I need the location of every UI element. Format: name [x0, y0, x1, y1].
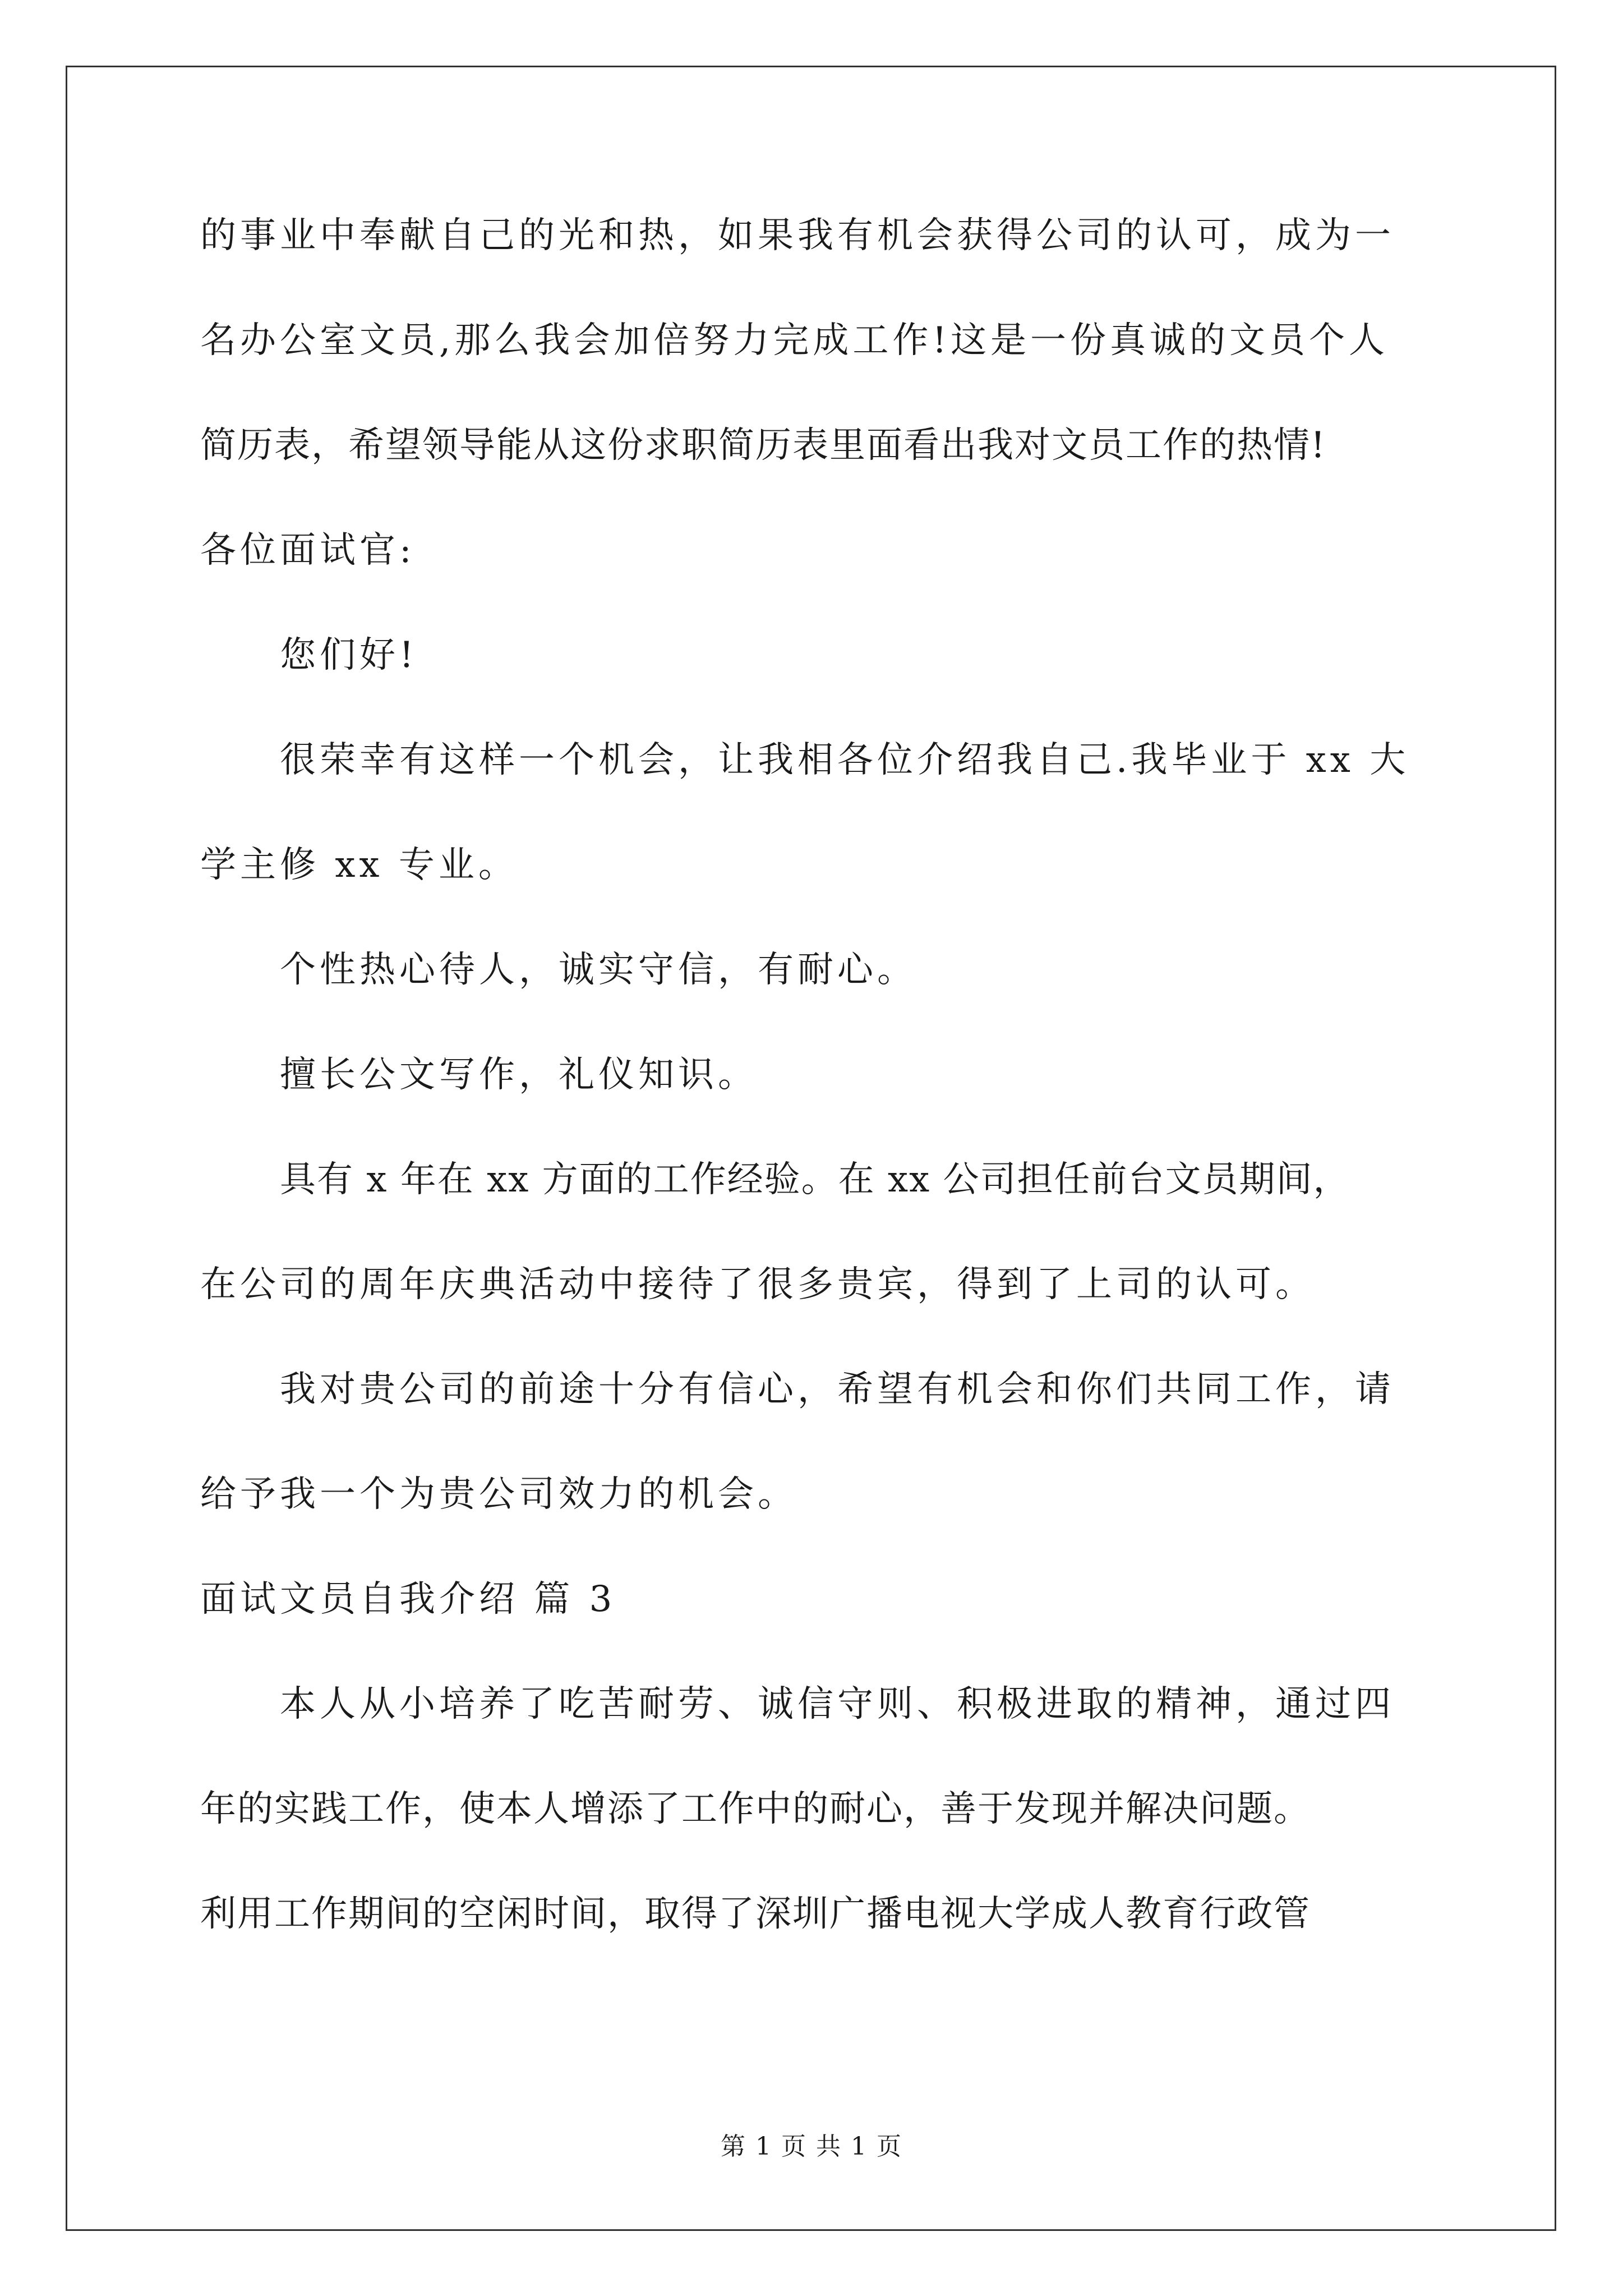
page-footer: 第 1 页 共 1 页 — [721, 2132, 902, 2161]
text-line: 简历表，希望领导能从这份求职简历表里面看出我对文员工作的热情! — [200, 425, 1326, 466]
text-line: 各位面试官: — [200, 530, 416, 571]
text-line: 具有 x 年在 xx 方面的工作经验。在 xx 公司担任前台文员期间， — [280, 1159, 1350, 1200]
text-line: 在公司的周年庆典活动中接待了很多贵宾，得到了上司的认可。 — [200, 1264, 1315, 1305]
text-line: 的事业中奉献自己的光和热，如果我有机会获得公司的认可，成为一 — [200, 215, 1395, 256]
text-line: 本人从小培养了吃苦耐劳、诚信守则、积极进取的精神，通过四 — [280, 1683, 1395, 1725]
text-line: 利用工作期间的空闲时间，取得了深圳广播电视大学成人教育行政管 — [200, 1893, 1311, 1935]
text-line: 很荣幸有这样一个机会，让我相各位介绍我自己.我毕业于 xx 大 — [280, 739, 1410, 781]
text-line: 年的实践工作，使本人增添了工作中的耐心，善于发现并解决问题。 — [200, 1788, 1311, 1830]
text-line: 名办公室文员,那么我会加倍努力完成工作!这是一份真诚的文员个人 — [200, 320, 1389, 361]
text-line: 个性热心待人，诚实守信，有耐心。 — [280, 949, 917, 991]
text-line: 您们好! — [280, 634, 418, 676]
text-line: 我对贵公司的前途十分有信心，希望有机会和你们共同工作，请 — [280, 1369, 1395, 1410]
text-line: 给予我一个为贵公司效力的机会。 — [200, 1474, 797, 1515]
text-line: 擅长公文写作，礼仪知识。 — [280, 1054, 758, 1096]
text-line: 学主修 xx 专业。 — [200, 844, 518, 886]
document-body — [200, 215, 1434, 2002]
section-heading: 面试文员自我介绍 篇 3 — [200, 1579, 616, 1620]
